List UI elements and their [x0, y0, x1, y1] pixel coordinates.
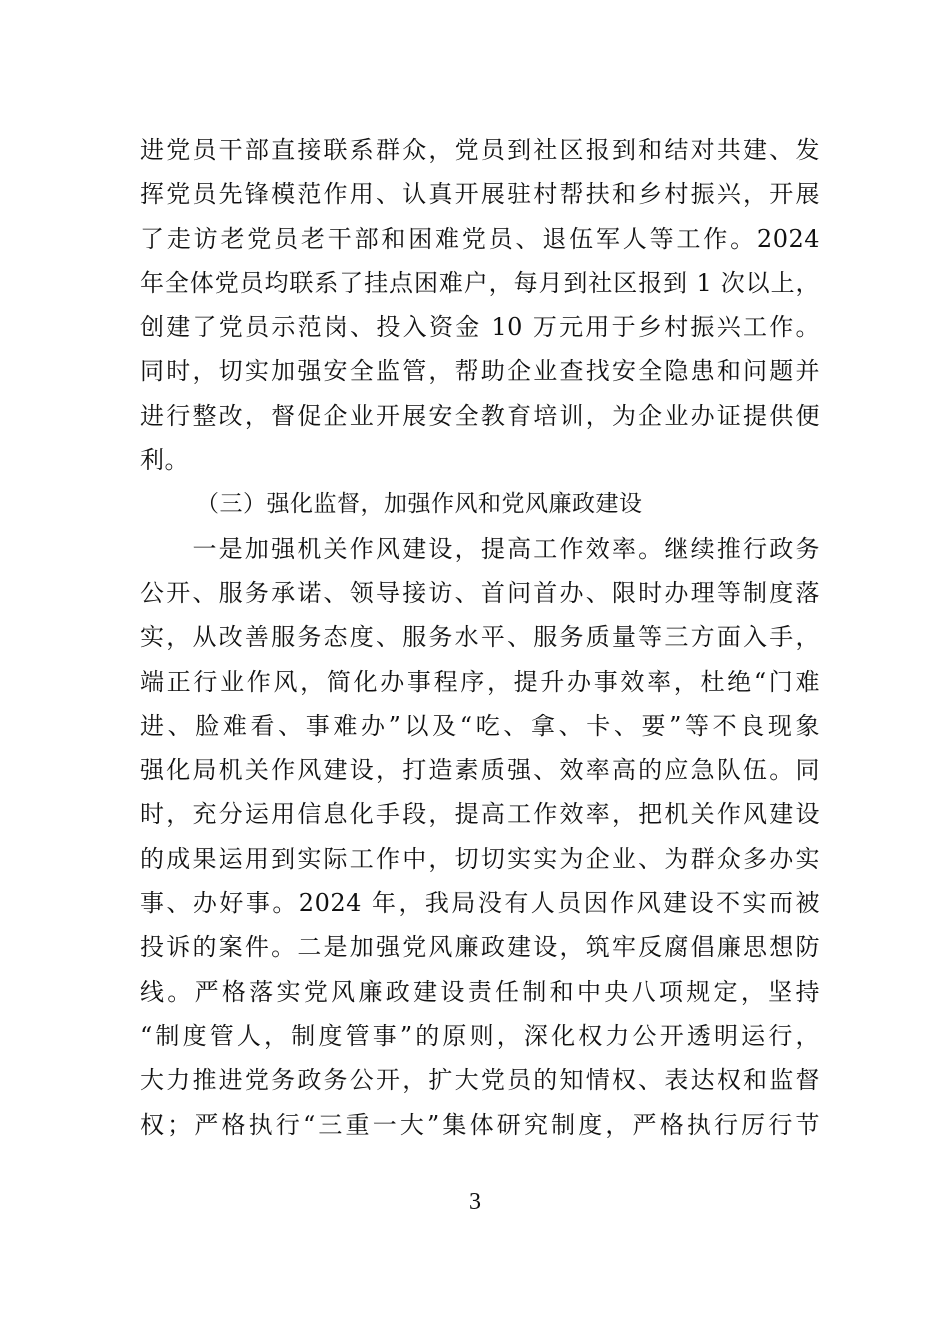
text-line: 了走访老党员老干部和困难党员、退伍军人等工作。2024: [140, 224, 820, 253]
text-line: 投诉的案件。二是加强党风廉政建设，筑牢反腐倡廉思想防: [140, 933, 820, 962]
text-line: 一是加强机关作风建设，提高工作效率。继续推行政务: [140, 534, 820, 563]
text-line: 事、办好事。2024 年，我局没有人员因作风建设不实而被: [140, 889, 820, 918]
text-line: “制度管人，制度管事”的原则，深化权力公开透明运行，: [140, 1021, 820, 1050]
text-line: 挥党员先锋模范作用、认真开展驻村帮扶和乡村振兴，开展: [140, 180, 820, 209]
text-line: 强化局机关作风建设，打造素质强、效率高的应急队伍。同: [140, 756, 820, 785]
paragraph-party-members: [140, 128, 820, 482]
section-heading: （三）强化监督，加强作风和党风廉政建设: [196, 491, 643, 518]
text-line: 进、脸难看、事难办”以及“吃、拿、卡、要”等不良现象: [140, 711, 820, 740]
text-line: 端正行业作风，简化办事程序，提升办事效率，杜绝“门难: [140, 667, 820, 696]
text-line: 进党员干部直接联系群众，党员到社区报到和结对共建、发: [140, 136, 820, 164]
text-line: 同时，切实加强安全监管，帮助企业查找安全隐患和问题并: [140, 357, 820, 386]
text-line: 线。严格落实党风廉政建设责任制和中央八项规定，坚持: [140, 977, 820, 1006]
text-line: 利。: [140, 446, 189, 475]
page-number: 3: [469, 1189, 481, 1215]
text-line: 进行整改，督促企业开展安全教育培训，为企业办证提供便: [140, 401, 820, 430]
text-line: 权；严格执行“三重一大”集体研究制度，严格执行厉行节: [140, 1110, 820, 1139]
text-line: 的成果运用到实际工作中，切切实实为企业、为群众多办实: [140, 844, 820, 873]
text-line: 大力推进党务政务公开，扩大党员的知情权、表达权和监督: [140, 1066, 820, 1095]
text-line: 年全体党员均联系了挂点困难户，每月到社区报到 1 次以上，: [140, 268, 820, 297]
text-line: 公开、服务承诺、领导接访、首问首办、限时办理等制度落: [140, 578, 820, 607]
text-line: 创建了党员示范岗、投入资金 10 万元用于乡村振兴工作。: [140, 313, 820, 342]
body-text: [140, 128, 820, 1147]
text-line: 时，充分运用信息化手段，提高工作效率，把机关作风建设: [140, 800, 820, 829]
paragraph-work-style: [140, 527, 820, 1147]
text-line: 实，从改善服务态度、服务水平、服务质量等三方面入手，: [140, 623, 820, 652]
